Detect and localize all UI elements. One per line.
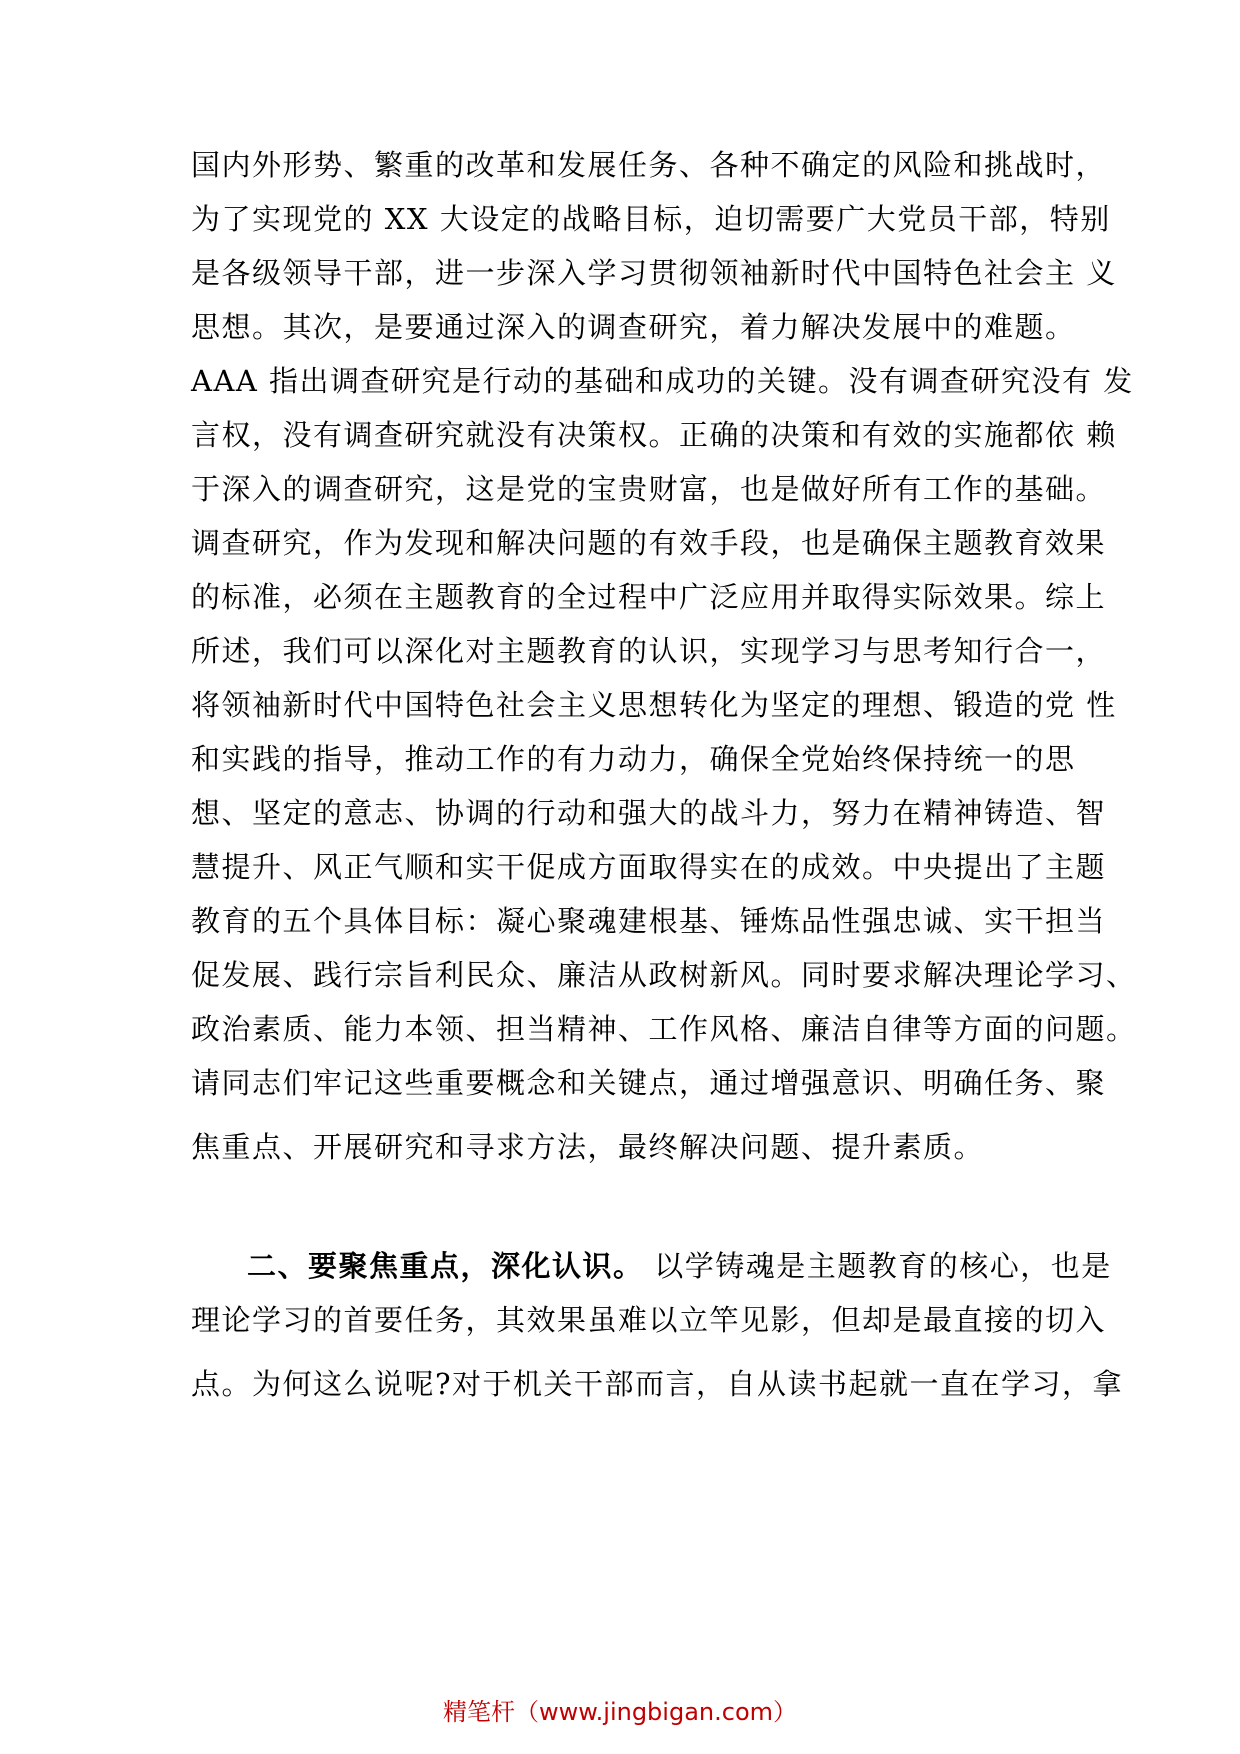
text-line-4: 思想。其次，是要通过深入的调查研究，着力解决发展中的难题。: [191, 310, 1076, 344]
text-line-1: 国内外形势、繁重的改革和发展任务、各种不确定的风险和挑战时，: [191, 148, 1107, 182]
text-line-2: 为了实现党的 XX 大设定的战略目标，迫切需要广大党员干部，特别: [191, 202, 1111, 236]
section-2-line-3: 点。为何这么说呢?对于机关干部而言，自从读书起就一直在学习，拿: [191, 1367, 1124, 1401]
text-line-19: 焦重点、开展研究和寻求方法，最终解决问题、提升素质。: [191, 1130, 985, 1164]
footer-watermark: 精笔杆（www.jingbigan.com）: [442, 1698, 798, 1726]
section-2-line-2: 理论学习的首要任务，其效果虽难以立竿见影，但却是最直接的切入: [191, 1303, 1107, 1337]
text-line-11: 将领袖新时代中国特色社会主义思想转化为坚定的理想、锻造的党 性: [191, 688, 1117, 722]
text-line-8: 调查研究，作为发现和解决问题的有效手段，也是确保主题教育效果: [191, 526, 1107, 560]
text-line-13: 想、坚定的意志、协调的行动和强大的战斗力，努力在精神铸造、智: [191, 796, 1107, 830]
text-line-5: AAA 指出调查研究是行动的基础和成功的关键。没有调查研究没有 发: [191, 364, 1134, 398]
text-line-17: 政治素质、能力本领、担当精神、工作风格、廉洁自律等方面的问题。: [191, 1012, 1137, 1046]
text-line-16: 促发展、践行宗旨利民众、廉洁从政树新风。同时要求解决理论学习、: [191, 958, 1137, 992]
text-line-7: 于深入的调查研究，这是党的宝贵财富，也是做好所有工作的基础。: [191, 472, 1107, 506]
section-2-first-line: [247, 1246, 1112, 1286]
text-line-18: 请同志们牢记这些重要概念和关键点，通过增强意识、明确任务、聚: [191, 1066, 1107, 1100]
text-line-15: 教育的五个具体目标：凝心聚魂建根基、锤炼品性强忠诚、实干担当: [191, 904, 1107, 938]
section-2-first-line-text: 以学铸魂是主题教育的核心，也是: [643, 1249, 1112, 1283]
text-line-10: 所述，我们可以深化对主题教育的认识，实现学习与思考知行合一，: [191, 634, 1107, 668]
section-2-heading: 二、要聚焦重点，深化认识。: [247, 1249, 644, 1283]
text-line-12: 和实践的指导，推动工作的有力动力，确保全党始终保持统一的思: [191, 742, 1076, 776]
text-line-14: 慧提升、风正气顺和实干促成方面取得实在的成效。中央提出了主题: [191, 850, 1107, 884]
text-line-9: 的标准，必须在主题教育的全过程中广泛应用并取得实际效果。综上: [191, 580, 1107, 614]
text-line-6: 言权，没有调查研究就没有决策权。正确的决策和有效的实施都依 赖: [191, 418, 1117, 452]
text-line-3: 是各级领导干部，进一步深入学习贯彻领袖新时代中国特色社会主 义: [191, 256, 1117, 290]
